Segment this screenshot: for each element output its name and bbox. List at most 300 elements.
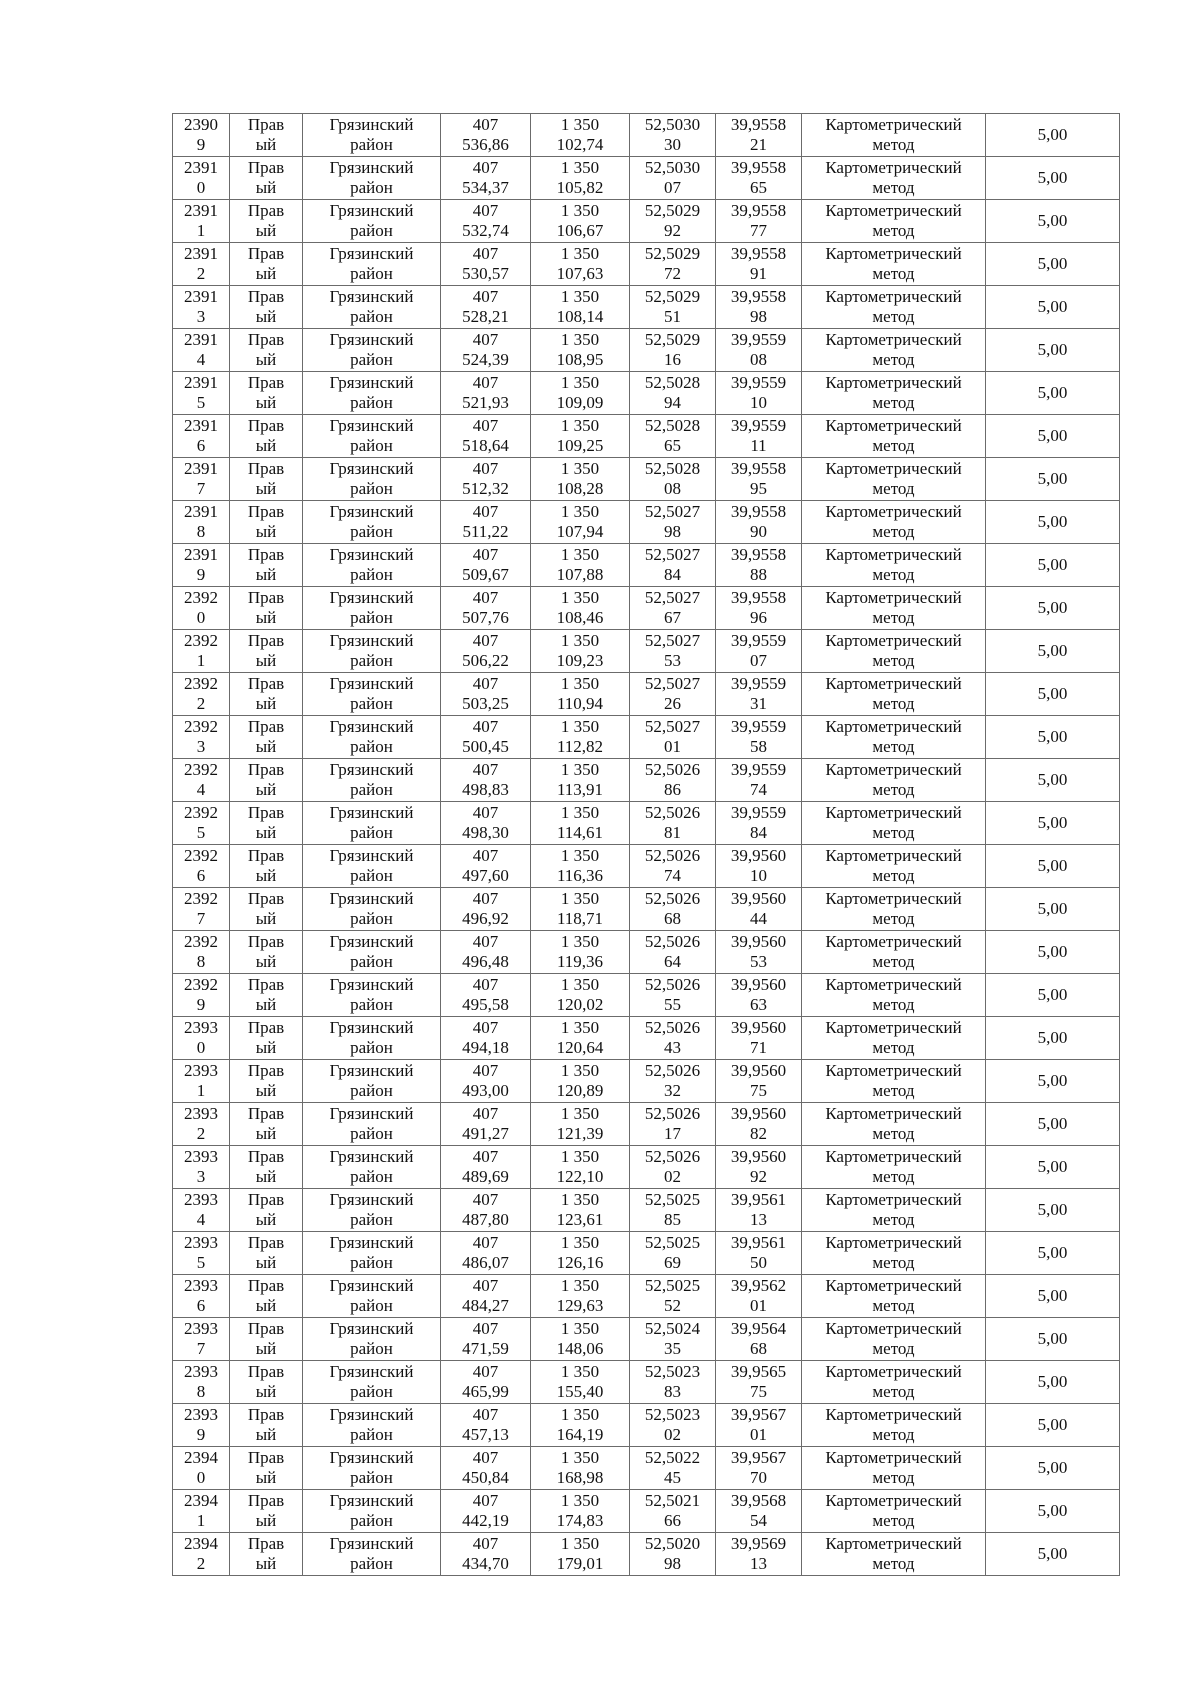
- longitude-cell: [716, 1447, 802, 1490]
- coord-x-cell-line-a: 407: [472, 1190, 499, 1209]
- coord-x-cell-line-a: 407: [472, 416, 499, 435]
- district-cell: [303, 802, 441, 845]
- latitude-cell-line-a: 52,5029: [644, 201, 701, 220]
- district-cell-line-b: район: [350, 522, 393, 541]
- coord-y-cell-line-a: 1 350: [560, 1405, 600, 1424]
- table-row: [173, 1275, 1120, 1318]
- method-cell: [802, 1146, 986, 1189]
- district-cell-line-a: Грязинский: [329, 760, 414, 779]
- coord-x-cell-line-b: 487,80: [462, 1210, 509, 1229]
- method-cell-line-b: метод: [872, 565, 915, 584]
- coord-y-cell-line-b: 119,36: [556, 952, 604, 971]
- point-number-cell-line-a: 2394: [184, 1491, 218, 1510]
- longitude-cell-line-a: 39,9561: [730, 1190, 787, 1209]
- coord-x-cell-line-a: 407: [472, 760, 499, 779]
- method-cell: [802, 931, 986, 974]
- coord-x-cell-line-b: 524,39: [462, 350, 509, 369]
- district-cell-line-b: район: [350, 350, 393, 369]
- coord-x-cell-line-a: 407: [472, 717, 499, 736]
- longitude-cell-line-a: 39,9558: [730, 244, 787, 263]
- coord-y-cell-line-b: 110,94: [556, 694, 604, 713]
- method-cell-line-b: метод: [872, 1253, 915, 1272]
- accuracy-cell: 5,00: [986, 931, 1120, 974]
- point-number-cell: [173, 458, 230, 501]
- district-cell-line-a: Грязинский: [329, 674, 414, 693]
- coord-y-cell-line-b: 126,16: [556, 1253, 604, 1272]
- coord-x-cell: [441, 845, 531, 888]
- coord-y-cell: [531, 759, 630, 802]
- longitude-cell: [716, 759, 802, 802]
- coord-x-cell: [441, 1533, 531, 1576]
- district-cell-line-a: Грязинский: [329, 889, 414, 908]
- district-cell: [303, 157, 441, 200]
- coord-x-cell: [441, 1017, 531, 1060]
- method-cell: [802, 157, 986, 200]
- coord-y-cell-line-b: 179,01: [556, 1554, 604, 1573]
- coord-y-cell-line-b: 107,94: [556, 522, 604, 541]
- coord-y-cell: [531, 974, 630, 1017]
- coord-x-cell-line-b: 496,48: [462, 952, 509, 971]
- district-cell-line-b: район: [350, 1339, 393, 1358]
- table-row: [173, 1490, 1120, 1533]
- district-cell: [303, 1447, 441, 1490]
- point-number-cell-line-b: 8: [196, 522, 206, 541]
- point-number-cell: [173, 1404, 230, 1447]
- point-number-cell-line-b: 5: [196, 823, 206, 842]
- bank-cell-line-b: ый: [255, 135, 277, 154]
- longitude-cell: [716, 974, 802, 1017]
- district-cell-line-a: Грязинский: [329, 588, 414, 607]
- bank-cell-line-a: Прав: [247, 330, 285, 349]
- method-cell-line-a: Картометрический: [825, 932, 962, 951]
- district-cell-line-a: Грязинский: [329, 1362, 414, 1381]
- bank-cell-line-b: ый: [255, 1081, 277, 1100]
- longitude-cell: [716, 114, 802, 157]
- method-cell-line-a: Картометрический: [825, 717, 962, 736]
- method-cell-line-a: Картометрический: [825, 846, 962, 865]
- bank-cell-line-a: Прав: [247, 502, 285, 521]
- latitude-cell-line-a: 52,5025: [644, 1276, 701, 1295]
- district-cell-line-b: район: [350, 1038, 393, 1057]
- coord-y-cell-line-b: 155,40: [556, 1382, 604, 1401]
- coord-y-cell: [531, 888, 630, 931]
- longitude-cell: [716, 888, 802, 931]
- coord-x-cell-line-a: 407: [472, 631, 499, 650]
- district-cell: [303, 630, 441, 673]
- longitude-cell-line-b: 31: [750, 694, 767, 713]
- accuracy-cell: 5,00: [986, 673, 1120, 716]
- longitude-cell-line-a: 39,9560: [730, 846, 787, 865]
- latitude-cell: [630, 243, 716, 286]
- longitude-cell: [716, 1361, 802, 1404]
- method-cell: [802, 888, 986, 931]
- coord-x-cell-line-b: 484,27: [462, 1296, 509, 1315]
- bank-cell: [230, 157, 303, 200]
- point-number-cell: [173, 1533, 230, 1576]
- latitude-cell-line-a: 52,5027: [644, 631, 701, 650]
- accuracy-cell: 5,00: [986, 1060, 1120, 1103]
- longitude-cell-line-b: 77: [750, 221, 767, 240]
- point-number-cell-line-a: 2392: [184, 846, 218, 865]
- coord-y-cell-line-b: 120,89: [556, 1081, 604, 1100]
- accuracy-cell: 5,00: [986, 802, 1120, 845]
- method-cell: [802, 759, 986, 802]
- district-cell: [303, 243, 441, 286]
- district-cell-line-a: Грязинский: [329, 287, 414, 306]
- coord-y-cell-line-a: 1 350: [560, 975, 600, 994]
- coord-y-cell-line-a: 1 350: [560, 416, 600, 435]
- method-cell: [802, 1275, 986, 1318]
- bank-cell-line-a: Прав: [247, 244, 285, 263]
- coord-x-cell-line-a: 407: [472, 115, 499, 134]
- longitude-cell-line-b: 90: [750, 522, 767, 541]
- coord-y-cell-line-a: 1 350: [560, 502, 600, 521]
- district-cell-line-b: район: [350, 780, 393, 799]
- table-row: [173, 1404, 1120, 1447]
- coord-y-cell: [531, 1533, 630, 1576]
- bank-cell-line-b: ый: [255, 221, 277, 240]
- coord-y-cell: [531, 1361, 630, 1404]
- bank-cell-line-b: ый: [255, 694, 277, 713]
- district-cell-line-b: район: [350, 1253, 393, 1272]
- coord-y-cell-line-b: 120,02: [556, 995, 604, 1014]
- coord-x-cell-line-b: 486,07: [462, 1253, 509, 1272]
- latitude-cell-line-b: 64: [664, 952, 681, 971]
- table-row: [173, 1318, 1120, 1361]
- district-cell: [303, 1232, 441, 1275]
- coord-y-cell: [531, 1447, 630, 1490]
- point-number-cell: [173, 372, 230, 415]
- coord-x-cell: [441, 759, 531, 802]
- table-row: [173, 845, 1120, 888]
- bank-cell-line-b: ый: [255, 350, 277, 369]
- bank-cell: [230, 1146, 303, 1189]
- longitude-cell-line-b: 54: [750, 1511, 767, 1530]
- bank-cell: [230, 587, 303, 630]
- coord-x-cell: [441, 501, 531, 544]
- coord-x-cell-line-b: 521,93: [462, 393, 509, 412]
- latitude-cell-line-a: 52,5030: [644, 158, 701, 177]
- method-cell-line-a: Картометрический: [825, 1319, 962, 1338]
- coord-x-cell-line-b: 500,45: [462, 737, 509, 756]
- longitude-cell-line-b: 98: [750, 307, 767, 326]
- method-cell-line-a: Картометрический: [825, 1405, 962, 1424]
- longitude-cell: [716, 1318, 802, 1361]
- longitude-cell-line-b: 91: [750, 264, 767, 283]
- latitude-cell-line-a: 52,5028: [644, 373, 701, 392]
- point-number-cell: [173, 673, 230, 716]
- coord-x-cell: [441, 372, 531, 415]
- point-number-cell-line-b: 2: [196, 1554, 206, 1573]
- latitude-cell-line-b: 52: [664, 1296, 681, 1315]
- method-cell-line-a: Картометрический: [825, 459, 962, 478]
- district-cell-line-b: район: [350, 1554, 393, 1573]
- method-cell: [802, 1103, 986, 1146]
- point-number-cell-line-b: 3: [196, 307, 206, 326]
- coord-y-cell: [531, 931, 630, 974]
- bank-cell-line-a: Прав: [247, 846, 285, 865]
- longitude-cell: [716, 372, 802, 415]
- district-cell: [303, 1060, 441, 1103]
- method-cell-line-a: Картометрический: [825, 1276, 962, 1295]
- bank-cell-line-a: Прав: [247, 760, 285, 779]
- latitude-cell-line-a: 52,5027: [644, 545, 701, 564]
- point-number-cell-line-b: 8: [196, 952, 206, 971]
- coord-x-cell-line-a: 407: [472, 674, 499, 693]
- coord-y-cell: [531, 1146, 630, 1189]
- coord-x-cell: [441, 458, 531, 501]
- bank-cell-line-b: ый: [255, 264, 277, 283]
- point-number-cell: [173, 931, 230, 974]
- district-cell: [303, 673, 441, 716]
- point-number-cell-line-a: 2391: [184, 287, 218, 306]
- point-number-cell-line-a: 2393: [184, 1018, 218, 1037]
- method-cell: [802, 200, 986, 243]
- point-number-cell-line-a: 2393: [184, 1147, 218, 1166]
- district-cell-line-a: Грязинский: [329, 631, 414, 650]
- method-cell-line-b: метод: [872, 1167, 915, 1186]
- coord-y-cell-line-a: 1 350: [560, 1190, 600, 1209]
- latitude-cell-line-a: 52,5026: [644, 803, 701, 822]
- coord-x-cell-line-a: 407: [472, 244, 499, 263]
- point-number-cell-line-a: 2391: [184, 459, 218, 478]
- method-cell-line-a: Картометрический: [825, 330, 962, 349]
- district-cell-line-a: Грязинский: [329, 1448, 414, 1467]
- latitude-cell: [630, 372, 716, 415]
- longitude-cell-line-a: 39,9559: [730, 631, 787, 650]
- bank-cell-line-a: Прав: [247, 545, 285, 564]
- table-row: [173, 587, 1120, 630]
- longitude-cell: [716, 458, 802, 501]
- latitude-cell: [630, 587, 716, 630]
- longitude-cell-line-a: 39,9559: [730, 760, 787, 779]
- district-cell-line-a: Грязинский: [329, 1276, 414, 1295]
- coord-y-cell: [531, 673, 630, 716]
- longitude-cell-line-a: 39,9558: [730, 588, 787, 607]
- district-cell-line-a: Грязинский: [329, 330, 414, 349]
- district-cell-line-b: район: [350, 436, 393, 455]
- coord-y-cell-line-a: 1 350: [560, 1491, 600, 1510]
- coord-x-cell-line-b: 497,60: [462, 866, 509, 885]
- method-cell: [802, 458, 986, 501]
- point-number-cell-line-b: 7: [196, 479, 206, 498]
- district-cell-line-b: район: [350, 264, 393, 283]
- method-cell: [802, 1060, 986, 1103]
- coord-x-cell-line-b: 509,67: [462, 565, 509, 584]
- point-number-cell: [173, 1189, 230, 1232]
- latitude-cell-line-b: 81: [664, 823, 681, 842]
- district-cell: [303, 1017, 441, 1060]
- longitude-cell-line-a: 39,9559: [730, 803, 787, 822]
- district-cell-line-b: район: [350, 651, 393, 670]
- bank-cell-line-a: Прав: [247, 588, 285, 607]
- point-number-cell: [173, 1361, 230, 1404]
- latitude-cell-line-b: 72: [664, 264, 681, 283]
- bank-cell-line-b: ый: [255, 823, 277, 842]
- method-cell-line-a: Картометрический: [825, 760, 962, 779]
- table-row: [173, 759, 1120, 802]
- coord-y-cell-line-b: 106,67: [556, 221, 604, 240]
- point-number-cell: [173, 243, 230, 286]
- district-cell-line-a: Грязинский: [329, 201, 414, 220]
- coord-y-cell-line-b: 121,39: [556, 1124, 604, 1143]
- coord-x-cell-line-b: 434,70: [462, 1554, 509, 1573]
- coord-y-cell: [531, 716, 630, 759]
- coord-y-cell-line-a: 1 350: [560, 158, 600, 177]
- bank-cell-line-a: Прав: [247, 1362, 285, 1381]
- coord-x-cell-line-b: 530,57: [462, 264, 509, 283]
- method-cell-line-b: метод: [872, 608, 915, 627]
- coord-x-cell-line-a: 407: [472, 1405, 499, 1424]
- bank-cell: [230, 888, 303, 931]
- latitude-cell: [630, 286, 716, 329]
- longitude-cell: [716, 200, 802, 243]
- coord-y-cell-line-b: 116,36: [556, 866, 604, 885]
- longitude-cell-line-a: 39,9558: [730, 115, 787, 134]
- method-cell: [802, 501, 986, 544]
- district-cell: [303, 716, 441, 759]
- coord-y-cell: [531, 458, 630, 501]
- point-number-cell-line-a: 2392: [184, 631, 218, 650]
- point-number-cell-line-a: 2393: [184, 1362, 218, 1381]
- point-number-cell: [173, 1017, 230, 1060]
- coord-x-cell-line-a: 407: [472, 1534, 499, 1553]
- bank-cell-line-a: Прав: [247, 631, 285, 650]
- district-cell-line-a: Грязинский: [329, 717, 414, 736]
- method-cell-line-a: Картометрический: [825, 1534, 962, 1553]
- coord-x-cell-line-b: 465,99: [462, 1382, 509, 1401]
- coord-y-cell-line-a: 1 350: [560, 1061, 600, 1080]
- coord-y-cell-line-a: 1 350: [560, 1147, 600, 1166]
- bank-cell-line-b: ый: [255, 1253, 277, 1272]
- coord-y-cell-line-a: 1 350: [560, 459, 600, 478]
- coord-x-cell-line-b: 506,22: [462, 651, 509, 670]
- latitude-cell: [630, 673, 716, 716]
- coord-y-cell-line-b: 122,10: [556, 1167, 604, 1186]
- district-cell-line-a: Грязинский: [329, 1405, 414, 1424]
- latitude-cell-line-b: 45: [664, 1468, 681, 1487]
- method-cell-line-b: метод: [872, 1296, 915, 1315]
- coord-y-cell-line-a: 1 350: [560, 932, 600, 951]
- accuracy-cell: 5,00: [986, 587, 1120, 630]
- latitude-cell-line-b: 26: [664, 694, 681, 713]
- latitude-cell-line-a: 52,5026: [644, 1061, 701, 1080]
- latitude-cell-line-b: 65: [664, 436, 681, 455]
- longitude-cell-line-b: 92: [750, 1167, 767, 1186]
- point-number-cell-line-a: 2390: [184, 115, 218, 134]
- point-number-cell: [173, 888, 230, 931]
- longitude-cell: [716, 673, 802, 716]
- coord-y-cell-line-b: 108,14: [556, 307, 604, 326]
- latitude-cell-line-b: 53: [664, 651, 681, 670]
- method-cell: [802, 1361, 986, 1404]
- district-cell-line-a: Грязинский: [329, 115, 414, 134]
- longitude-cell-line-b: 63: [750, 995, 767, 1014]
- district-cell-line-b: район: [350, 1468, 393, 1487]
- point-number-cell: [173, 544, 230, 587]
- longitude-cell: [716, 1146, 802, 1189]
- coord-x-cell: [441, 1232, 531, 1275]
- longitude-cell-line-b: 75: [750, 1382, 767, 1401]
- longitude-cell-line-b: 88: [750, 565, 767, 584]
- coord-x-cell-line-b: 471,59: [462, 1339, 509, 1358]
- district-cell-line-a: Грязинский: [329, 373, 414, 392]
- method-cell-line-a: Картометрический: [825, 1018, 962, 1037]
- point-number-cell-line-a: 2393: [184, 1190, 218, 1209]
- coord-y-cell: [531, 200, 630, 243]
- accuracy-cell: 5,00: [986, 114, 1120, 157]
- district-cell: [303, 415, 441, 458]
- coord-y-cell-line-b: 123,61: [556, 1210, 604, 1229]
- coord-x-cell-line-a: 407: [472, 1448, 499, 1467]
- longitude-cell-line-b: 53: [750, 952, 767, 971]
- latitude-cell-line-b: 67: [664, 608, 681, 627]
- accuracy-cell: 5,00: [986, 845, 1120, 888]
- point-number-cell-line-b: 4: [196, 1210, 206, 1229]
- coord-x-cell-line-a: 407: [472, 1276, 499, 1295]
- table-row: [173, 673, 1120, 716]
- latitude-cell: [630, 329, 716, 372]
- point-number-cell-line-a: 2392: [184, 932, 218, 951]
- latitude-cell: [630, 501, 716, 544]
- point-number-cell-line-a: 2393: [184, 1061, 218, 1080]
- coord-x-cell-line-b: 518,64: [462, 436, 509, 455]
- latitude-cell-line-a: 52,5026: [644, 760, 701, 779]
- coord-x-cell: [441, 286, 531, 329]
- longitude-cell-line-a: 39,9569: [730, 1534, 787, 1553]
- longitude-cell-line-b: 07: [750, 651, 767, 670]
- accuracy-cell: 5,00: [986, 1490, 1120, 1533]
- latitude-cell-line-a: 52,5026: [644, 889, 701, 908]
- table-row: [173, 1361, 1120, 1404]
- bank-cell-line-b: ый: [255, 780, 277, 799]
- method-cell: [802, 802, 986, 845]
- method-cell-line-a: Картометрический: [825, 502, 962, 521]
- coord-x-cell: [441, 931, 531, 974]
- coord-y-cell: [531, 1103, 630, 1146]
- latitude-cell-line-a: 52,5021: [644, 1491, 701, 1510]
- longitude-cell-line-a: 39,9559: [730, 674, 787, 693]
- bank-cell-line-a: Прав: [247, 1233, 285, 1252]
- accuracy-cell: 5,00: [986, 157, 1120, 200]
- table-row: [173, 974, 1120, 1017]
- coord-x-cell-line-a: 407: [472, 287, 499, 306]
- latitude-cell-line-b: 30: [664, 135, 681, 154]
- latitude-cell-line-a: 52,5028: [644, 416, 701, 435]
- coord-x-cell-line-a: 407: [472, 201, 499, 220]
- accuracy-cell: 5,00: [986, 630, 1120, 673]
- method-cell-line-b: метод: [872, 995, 915, 1014]
- bank-cell: [230, 1404, 303, 1447]
- method-cell-line-a: Картометрический: [825, 631, 962, 650]
- coord-y-cell: [531, 1060, 630, 1103]
- coord-x-cell: [441, 329, 531, 372]
- district-cell: [303, 759, 441, 802]
- bank-cell: [230, 1447, 303, 1490]
- coord-x-cell-line-b: 495,58: [462, 995, 509, 1014]
- bank-cell-line-b: ый: [255, 866, 277, 885]
- district-cell: [303, 1533, 441, 1576]
- longitude-cell-line-a: 39,9567: [730, 1448, 787, 1467]
- latitude-cell: [630, 1533, 716, 1576]
- longitude-cell-line-b: 13: [750, 1210, 767, 1229]
- bank-cell-line-b: ый: [255, 1167, 277, 1186]
- point-number-cell-line-b: 1: [196, 651, 206, 670]
- coord-y-cell: [531, 1232, 630, 1275]
- longitude-cell-line-a: 39,9560: [730, 1147, 787, 1166]
- bank-cell-line-b: ый: [255, 1382, 277, 1401]
- bank-cell: [230, 372, 303, 415]
